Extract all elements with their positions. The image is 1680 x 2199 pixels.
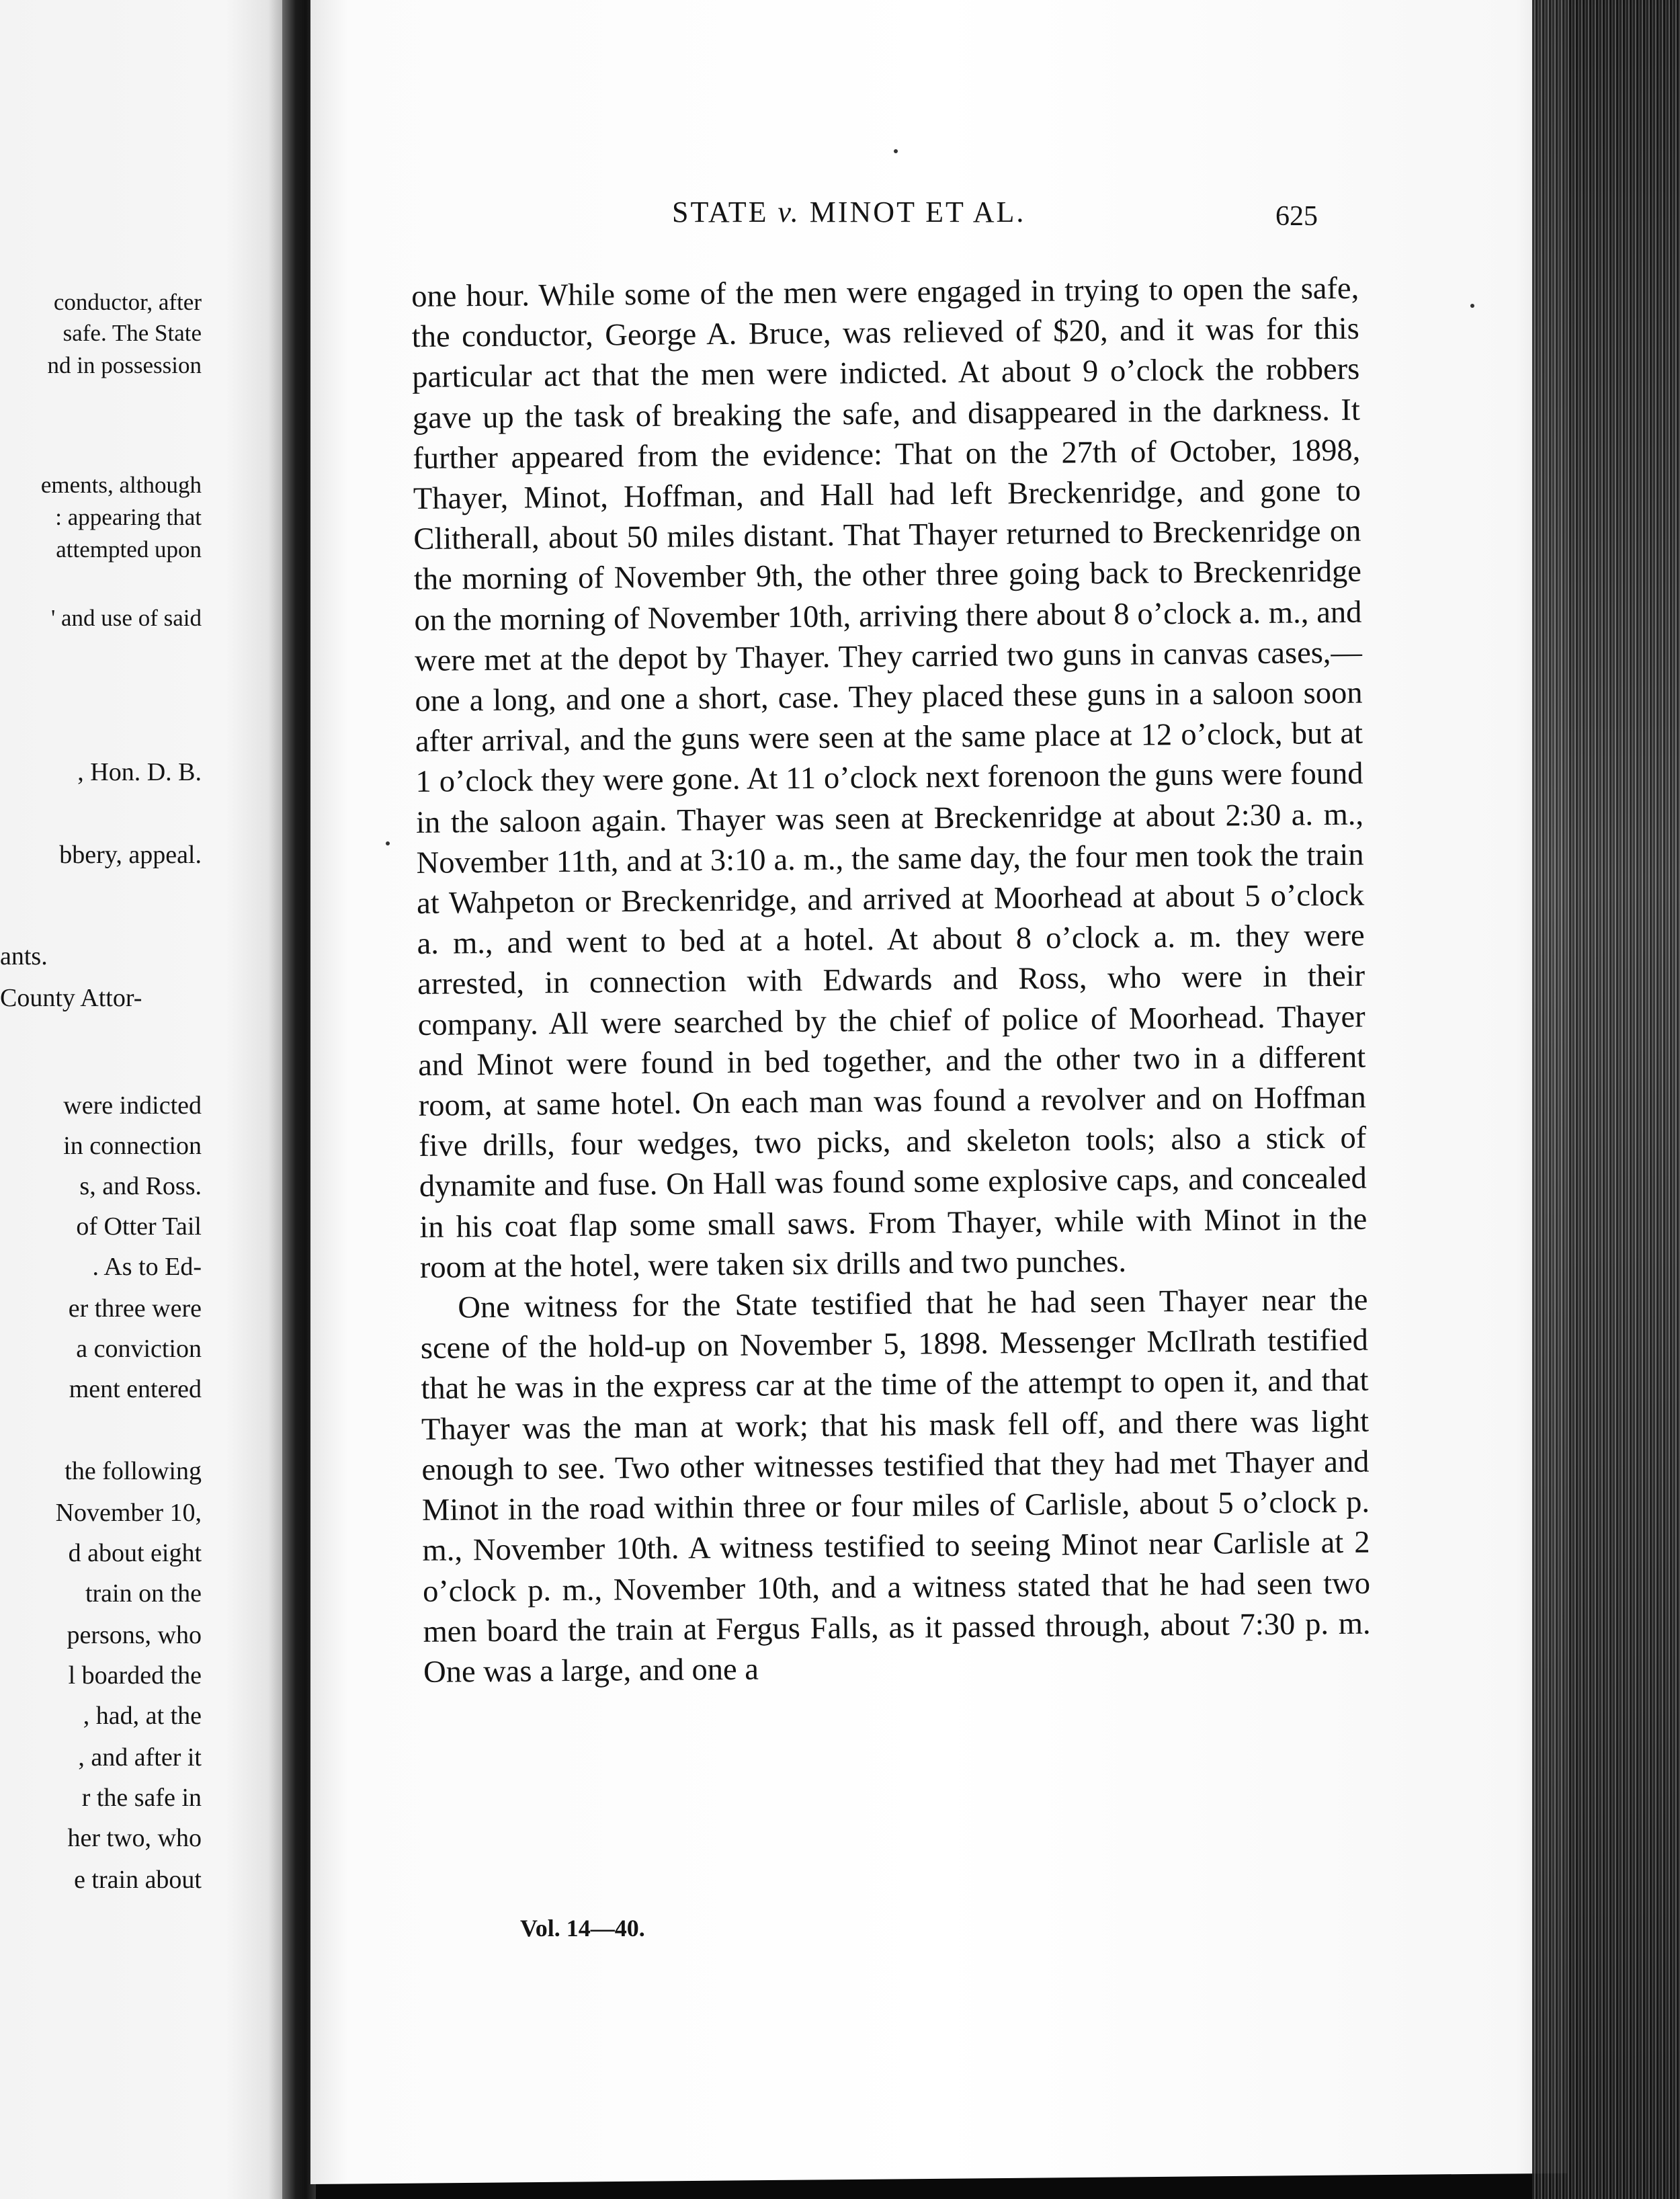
left-line: : appearing that: [55, 504, 202, 530]
left-line: er three were: [68, 1294, 202, 1323]
left-line: l boarded the: [68, 1661, 202, 1690]
left-line: in connection: [63, 1132, 202, 1160]
left-line: ements, although: [40, 472, 202, 498]
left-line: persons, who: [67, 1621, 202, 1649]
scan-speck: [386, 841, 390, 845]
body-text: [411, 269, 1371, 1693]
scan-speck: [1470, 304, 1474, 308]
left-line: November 10,: [55, 1499, 202, 1527]
volume-signature: Vol. 14—40.: [520, 1915, 645, 1942]
header-prefix: STATE: [672, 196, 778, 229]
left-page: [0, 0, 282, 2199]
paragraph: one hour. While some of the men were engaged in trying to open the safe, the conductor, George A. Bruce, was relieved of $20, and it was for this particular act that the men were indicted. At about 9 o’clock the robbers gave up the task of breaking the safe, and disappeared in the darkness. It further appeared from the evidence: That on the 27th of October, 1898, Thayer, Minot, Hoffman, and Hall had left Breckenridge, and gone to Clitherall, about 50 miles distant. That Thayer returned to Breckenridge on the morning of November 9th, the other three going back to Breckenridge on the morning of November 10th, arriving there about 8 o’clock a. m., and were met at the depot by Thayer. They carried two guns in canvas cases,—one a long, and one a short, case. They placed these guns in a saloon soon after arrival, and the guns were seen at the same place at 12 o’clock, but at 1 o’clock they were gone. At 11 o’clock next forenoon the guns were found in the saloon again. Thayer was seen at Breckenridge at about 2:30 a. m., November 11th, and at 3:10 a. m., the same day, the four men took the train at Wahpeton or Breckenridge, and arrived at Moorhead at about 5 o’clock a. m., and went to bed at a hotel. At about 8 o’clock a. m. they were arrested, in connection with Edwards and Ross, who were in their company. All were searched by the chief of police of Moorhead. Thayer and Minot were found in bed together, and the other two in a different room, at same hotel. On each man was found a revolver and on Hoffman five drills, four wedges, two picks, and skeleton tools; also a stick of dynamite and fuse. On Hall was found some explosive caps, and concealed in his coat flap some small saws. From Thayer, while with Minot in the room at the hotel, were taken six drills and two punches.: [411, 271, 1368, 1285]
scan-speck: [894, 149, 898, 153]
running-header: [672, 195, 1025, 229]
left-line: safe. The State: [62, 320, 202, 346]
left-line: ants.: [0, 942, 48, 970]
left-line: , had, at the: [83, 1702, 202, 1730]
left-line: conductor, after: [53, 289, 202, 315]
left-line: of Otter Tail: [76, 1212, 202, 1241]
left-line: nd in possession: [47, 352, 202, 378]
left-line: , Hon. D. B.: [77, 758, 202, 786]
paragraph: One witness for the State testified that he had seen Thayer near the scene of the hold-up on November 5, 1898. Messenger McIlrath testified that he was in the express car at the time of the attempt to open it, and that Thayer was the man at work; that his mask fell off, and there was light enough to see. Two other witnesses testified that they had met Thayer and Minot in the road within three or four miles of Carlisle, about 5 o’clock p. m., November 10th. A witness testified to seeing Minot near Carlisle at 2 o’clock p. m., November 10th, and a witness stated that he had seen two men board the train at Fergus Falls, as it passed through, about 7:30 p. m. One was a large, and one a: [420, 1282, 1371, 1690]
left-line: County Attor-: [0, 984, 142, 1012]
left-line: attempted upon: [56, 536, 202, 563]
left-line: a conviction: [76, 1335, 202, 1363]
left-line: s, and Ross.: [79, 1172, 202, 1200]
left-line: were indicted: [63, 1091, 202, 1120]
page-edges: [1532, 0, 1680, 2199]
left-line: . As to Ed-: [92, 1253, 202, 1281]
left-line: bbery, appeal.: [59, 841, 202, 869]
header-suffix: MINOT ET AL.: [800, 196, 1026, 229]
left-line: d about eight: [68, 1539, 202, 1567]
left-line: train on the: [85, 1579, 202, 1608]
header-versus: v.: [778, 196, 800, 229]
left-line: the following: [65, 1457, 202, 1485]
left-line: r the safe in: [81, 1784, 202, 1812]
left-line: , and after it: [78, 1743, 202, 1772]
left-line: e train about: [74, 1866, 202, 1894]
left-line: ment entered: [69, 1375, 202, 1403]
left-line: her two, who: [67, 1824, 202, 1852]
page-number: 625: [1275, 201, 1318, 232]
left-line: ' and use of said: [50, 605, 202, 631]
